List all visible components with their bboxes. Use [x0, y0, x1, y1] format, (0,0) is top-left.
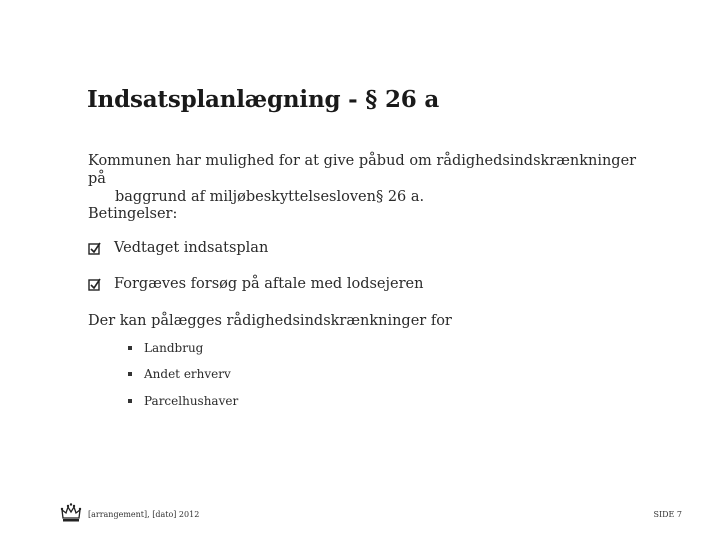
- footer-event-date: [arrangement], [dato] 2012: [88, 510, 200, 519]
- conditions-heading: Betingelser:: [88, 206, 178, 222]
- condition-item: [88, 240, 268, 256]
- intro-line-2: baggrund af miljøbeskyttelsesloven§ 26 a.: [115, 189, 425, 205]
- restriction-item: [128, 341, 203, 355]
- restrictions-heading: Der kan pålægges rådighedsindskrænkninger for: [88, 313, 452, 329]
- bullet-icon: [128, 399, 132, 403]
- restriction-label: Andet erhverv: [144, 367, 231, 381]
- restriction-item: [128, 394, 238, 408]
- condition-label: Forgæves forsøg på aftale med lodsejeren: [114, 276, 424, 292]
- intro-line-1: Kommunen har mulighed for at give påbud om rådighedsindskrænkninger på: [88, 153, 637, 187]
- condition-label: Vedtaget indsatsplan: [114, 240, 269, 256]
- restriction-item: [128, 367, 231, 381]
- restriction-label: Landbrug: [144, 341, 204, 355]
- checkbox-checked-icon: [88, 278, 101, 291]
- checkbox-checked-icon: [88, 242, 101, 255]
- restriction-label: Parcelhushaver: [144, 394, 239, 408]
- intro-paragraph: [88, 152, 648, 206]
- bullet-icon: [128, 372, 132, 376]
- slide-title: Indsatsplanlægning - § 26 a: [87, 86, 440, 113]
- bullet-icon: [128, 346, 132, 350]
- footer-page-number: SIDE 7: [653, 510, 682, 519]
- crown-logo-icon: [60, 502, 82, 524]
- condition-item: [88, 276, 423, 292]
